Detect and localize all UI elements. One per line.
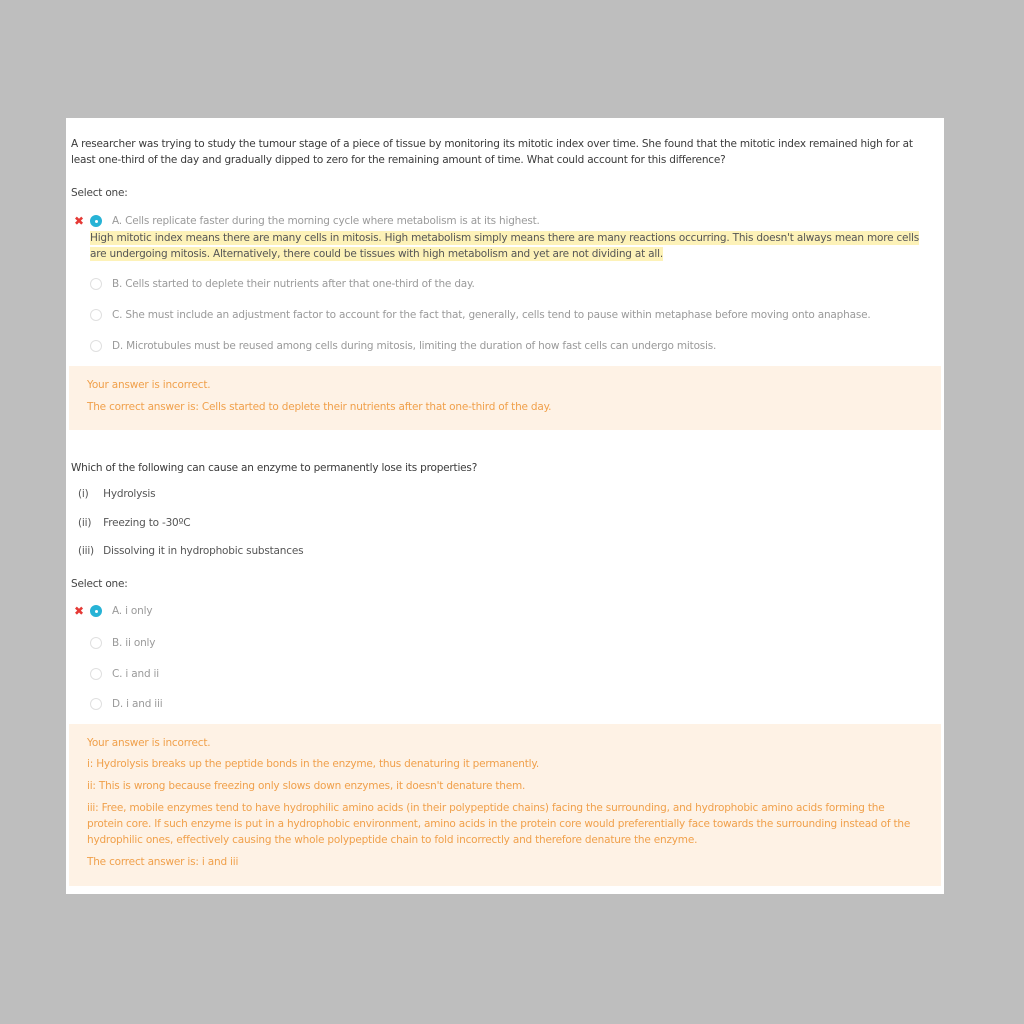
incorrect-icon: ✖ [74, 214, 84, 228]
radio-button[interactable] [90, 309, 102, 321]
q2-item-3-num: (iii) [78, 545, 94, 557]
q1-correct-answer: The correct answer is: Cells started to deplete their nutrients after that one-third of the day. [87, 401, 552, 413]
q2-item-3-text: Dissolving it in hydrophobic substances [103, 545, 304, 557]
q2-item-3 [78, 545, 303, 557]
q2-correct-answer: The correct answer is: i and iii [87, 856, 239, 868]
q2-item-1 [78, 488, 155, 500]
question-1-text: A researcher was trying to study the tumour stage of a piece of tissue by monitoring its mitotic index over time. She found that the mitotic index remained high for at least one-third of the day and gradually dipped to zero for the remaining amount of time. What could account for this difference? [71, 138, 913, 166]
q2-item-2 [78, 517, 190, 529]
radio-button-selected[interactable] [90, 215, 102, 227]
q2-feedback-box [69, 724, 941, 886]
q1-option-d-label: D. Microtubules must be reused among cells during mitosis, limiting the duration of how fast cells can undergo mitosis. [112, 340, 717, 352]
q2-option-d-label: D. i and iii [112, 698, 163, 710]
q2-feedback-line-i: i: Hydrolysis breaks up the peptide bonds in the enzyme, thus denaturing it permanently. [87, 758, 540, 770]
q1-option-a-feedback-text: High mitotic index means there are many cells in mitosis. High metabolism simply means there are many reactions occurring. This doesn't always mean more cells are undergoing mitosis. Alternatively, there could be tissues with high metabolism and yet are not dividing at all. [90, 232, 920, 260]
q2-item-1-text: Hydrolysis [103, 488, 156, 500]
q2-feedback-line-ii: ii: This is wrong because freezing only slows down enzymes, it doesn't denature them. [87, 780, 526, 792]
q1-option-a[interactable] [74, 213, 540, 229]
quiz-review-card [66, 118, 944, 894]
q2-item-1-num: (i) [78, 488, 89, 500]
question-2-text: Which of the following can cause an enzyme to permanently lose its properties? [71, 462, 478, 474]
q1-option-b-label: B. Cells started to deplete their nutrients after that one-third of the day. [112, 278, 475, 290]
q2-option-c[interactable] [74, 666, 159, 682]
q1-option-c-label: C. She must include an adjustment factor to account for the fact that, generally, cells tend to pause within metaphase before moving onto anaphase. [112, 309, 871, 321]
q2-item-2-num: (ii) [78, 517, 92, 529]
q2-option-a[interactable] [74, 603, 152, 619]
q2-option-a-label: A. i only [112, 605, 153, 617]
select-one-label: Select one: [71, 578, 128, 590]
q1-feedback-box [69, 366, 941, 430]
q1-feedback-status: Your answer is incorrect. [87, 379, 211, 391]
radio-button[interactable] [90, 698, 102, 710]
radio-button[interactable] [90, 340, 102, 352]
q1-option-a-feedback [90, 230, 932, 262]
radio-button[interactable] [90, 278, 102, 290]
q1-option-d[interactable] [74, 338, 716, 354]
select-one-label: Select one: [71, 187, 128, 199]
q2-feedback-status: Your answer is incorrect. [87, 737, 211, 749]
q2-option-c-label: C. i and ii [112, 668, 159, 680]
q1-option-c[interactable] [74, 307, 871, 323]
q2-option-b-label: B. ii only [112, 637, 156, 649]
radio-button-selected[interactable] [90, 605, 102, 617]
radio-button[interactable] [90, 668, 102, 680]
incorrect-icon: ✖ [74, 604, 84, 618]
q2-option-d[interactable] [74, 696, 162, 712]
radio-button[interactable] [90, 637, 102, 649]
q2-feedback-line-iii: iii: Free, mobile enzymes tend to have hydrophilic amino acids (in their polypeptide chains) facing the surrounding, and hydrophobic amino acids forming the protein core. If such enzyme is put in a hydrophobic environment, amino acids in the protein core would preferentially face towards the surrounding instead of the hydrophilic ones, effectively causing the whole polypeptide chain to fold incorrectly and therefore denature the enzyme. [87, 802, 911, 846]
q2-item-2-text: Freezing to -30ºC [103, 517, 191, 529]
q2-option-b[interactable] [74, 635, 155, 651]
q1-option-a-label: A. Cells replicate faster during the morning cycle where metabolism is at its highest. [112, 215, 540, 227]
q1-option-b[interactable] [74, 276, 475, 292]
